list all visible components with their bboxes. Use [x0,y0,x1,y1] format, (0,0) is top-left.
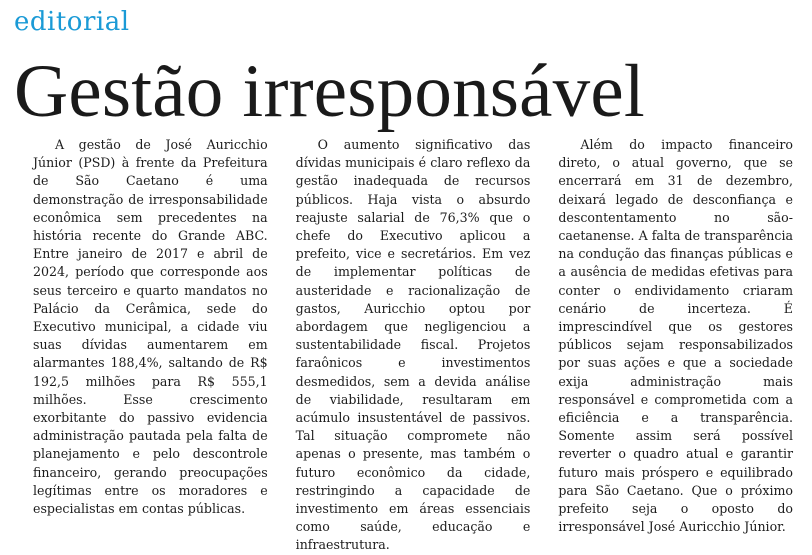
article-body [33,136,793,555]
article-column-2 [296,136,531,555]
article-paragraph: O aumento significativo das dívidas municipais é claro reflexo da gestão inadequada de recursos públicos. Haja vista o absurdo reajuste salarial de 76,3% que o chefe do Executivo aplicou a prefeito, vice e secretários. Em vez de implementar políticas de austeridade e racionalização de gastos, Auricchio optou por abordagem que negligenciou a sustentabilidade fiscal. Projetos faraônicos e investimentos desmedidos, sem a devida análise de viabilidade, resultaram em acúmulo insustentável de passivos. Tal situação compromete não apenas o presente, mas também o futuro econômico da cidade, restringindo a capacidade de investimento em áreas essenciais como saúde, educação e infraestrutura. [295,137,531,553]
article-paragraph: A gestão de José Auricchio Júnior (PSD) à frente da Prefeitura de São Caetano é uma demonstração de irresponsabilidade econômica sem precedentes na história recente do Grande ABC. Entre janeiro de 2017 e abril de 2024, período que corresponde aos seus terceiro e quarto mandatos no Palácio da Cerâmica, sede do Executivo municipal, a cidade viu suas dívidas aumentarem em alarmantes 188,4%, saltando de R$ 192,5 milhões para R$ 555,1 milhões. Esse crescimento exorbitante do passivo evidencia administração pautada pela falta de planejamento e pelo descontrole financeiro, gerando preocupações legítimas entre os moradores e especialistas em contas públicas. [33,137,268,517]
article-column-1 [33,136,268,555]
article-paragraph: Além do impacto financeiro direto, o atual governo, que se encerrará em 31 de dezembro, deixará legado de desconfiança e descontentamento no são-caetanense. A falta de transparência na condução das finanças públicas e a ausência de medidas efetivas para conter o endividamento criaram cenário de incerteza. É imprescindível que os gestores públicos sejam responsabilizados por suas ações e que a sociedade exija administração mais responsável e comprometida com a eficiência e a transparência. Somente assim será possível reverter o quadro atual e garantir futuro mais próspero e equilibrado para São Caetano. Que o próximo prefeito seja o oposto do irresponsável José Auricchio Júnior. [558,137,794,535]
article-column-3 [558,136,793,555]
section-label: editorial [14,7,130,37]
headline: Gestão irresponsável [14,50,645,133]
